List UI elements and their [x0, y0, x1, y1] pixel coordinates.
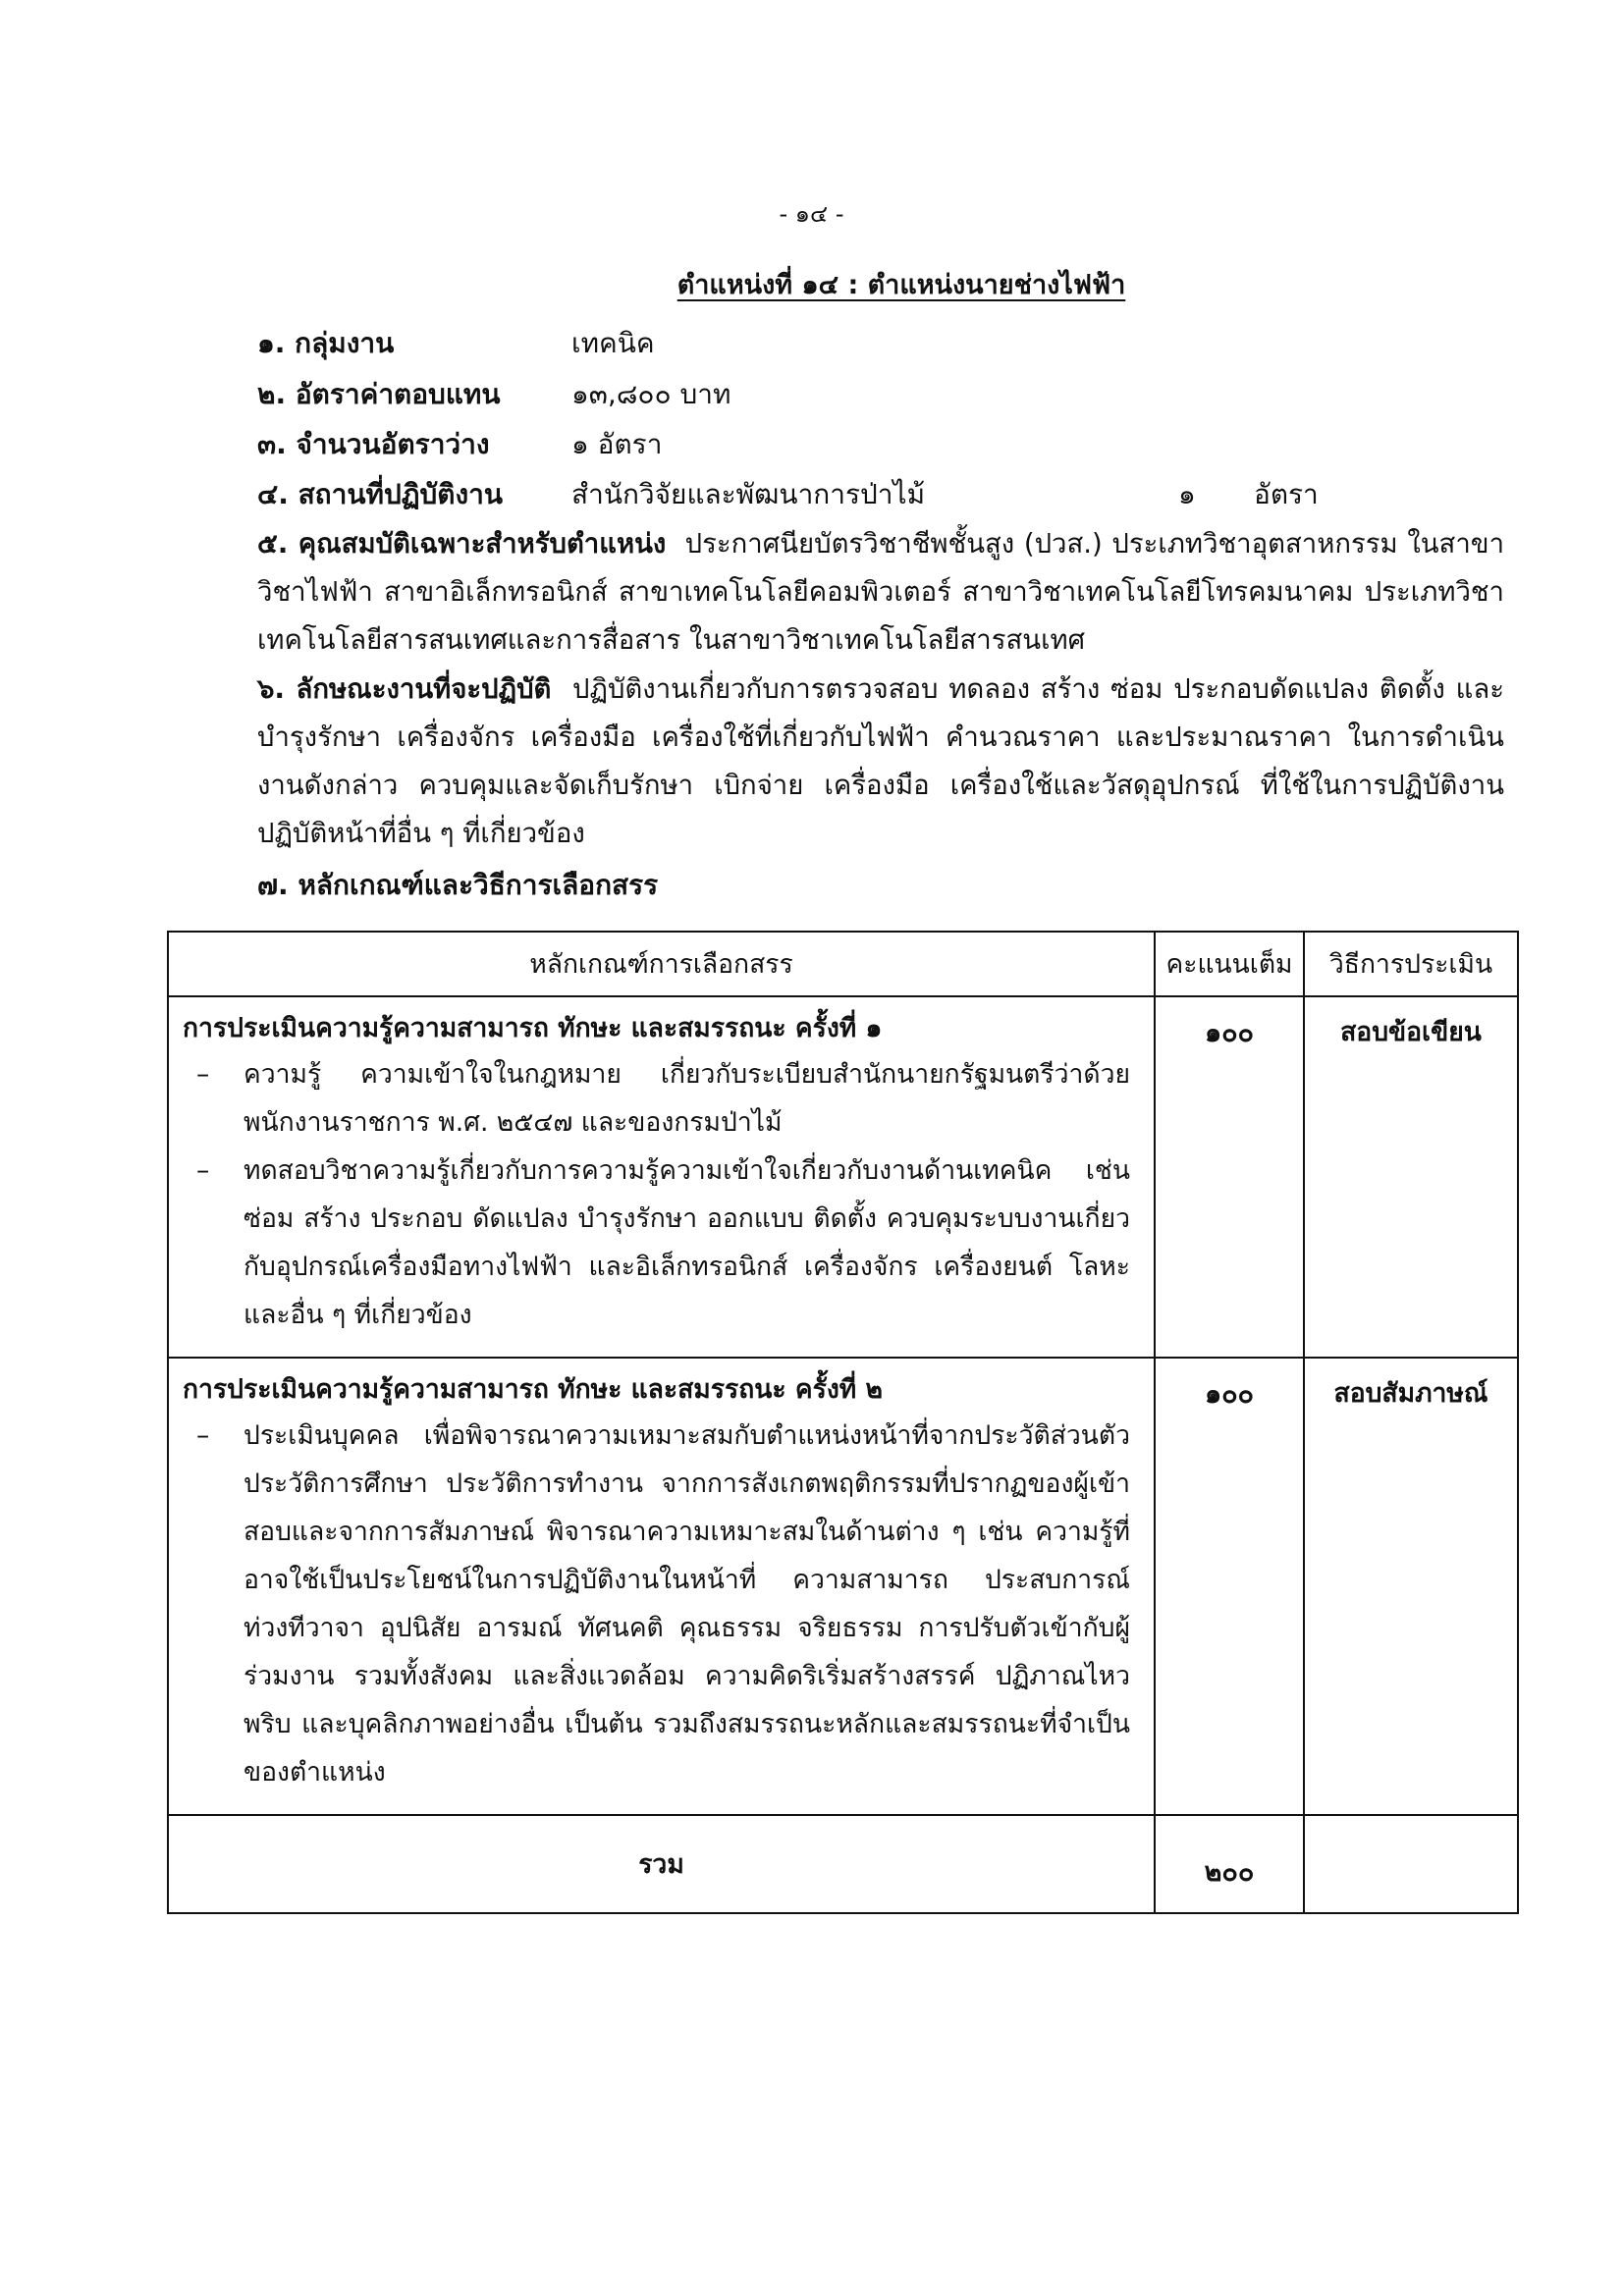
- list-item: [183, 1050, 1140, 1147]
- qualification-label: ๕. คุณสมบัติเฉพาะสำหรับตำแหน่ง: [257, 528, 667, 560]
- table-row: [168, 996, 1518, 1358]
- item-label: ๓. จำนวนอัตราว่าง: [257, 428, 490, 460]
- item-compensation: [257, 375, 500, 414]
- header-score: คะแนนเต็ม: [1155, 932, 1304, 996]
- item-work-group: [257, 324, 394, 363]
- score-cell: ๑๐๐: [1155, 996, 1304, 1358]
- item-value: ๑๓,๘๐๐ บาท: [571, 378, 731, 410]
- total-label: รวม: [168, 1815, 1155, 1913]
- item-label: ๑. กลุ่มงาน: [257, 327, 395, 359]
- page-title: ตำแหน่งที่ ๑๔ : ตำแหน่งนายช่างไฟฟ้า: [676, 270, 1126, 300]
- bullet-text: ทดสอบวิชาความรู้เกี่ยวกับการความรู้ความเข้าใจเกี่ยวกับงานด้านเทคนิค เช่น ซ่อม สร้าง ประกอบ ดัดแปลง บำรุงรักษา ออกแบบ ติดตั้ง ควบคุมระบบงานเกี่ยวกับอุปกรณ์เครื่องมือทางไฟฟ้า และอิเล็กทรอนิกส์ เครื่องจักร เครื่องยนต์ โลหะ และอื่น ๆ ที่เกี่ยวข้อง: [243, 1155, 1130, 1330]
- method-cell: สอบสัมภาษณ์: [1304, 1358, 1518, 1815]
- bullet-dash: –: [196, 1420, 210, 1451]
- criteria-heading: [257, 866, 658, 905]
- bullet-dash: –: [196, 1155, 210, 1186]
- criteria-cell: [168, 996, 1155, 1358]
- table-row: [168, 1358, 1518, 1815]
- header-criteria: หลักเกณฑ์การเลือกสรร: [168, 932, 1155, 996]
- item-label: ๔. สถานที่ปฏิบัติงาน: [257, 478, 504, 510]
- item-unit: อัตรา: [1254, 478, 1319, 510]
- item-vacancies: [257, 425, 490, 464]
- total-row: [168, 1815, 1518, 1913]
- criteria-heading-label: ๗. หลักเกณฑ์และวิธีการเลือกสรร: [257, 869, 659, 901]
- duties-text: ปฏิบัติงานเกี่ยวกับการตรวจสอบ ทดลอง สร้าง ซ่อม ประกอบดัดแปลง ติดตั้ง และบำรุงรักษา เครื่องจักร เครื่องมือ เครื่องใช้ที่เกี่ยวกับไฟฟ้า คำนวณราคา และประมาณราคา ในการดำเนินงานดังกล่าว ควบคุมและจัดเก็บรักษา เบิกจ่าย เครื่องมือ เครื่องใช้และวัสดุอุปกรณ์ ที่ใช้ในการปฏิบัติงาน ปฏิบัติหน้าที่อื่น ๆ ที่เกี่ยวข้อง: [257, 673, 1505, 849]
- bullet-dash: –: [196, 1059, 210, 1090]
- item-value: เทคนิค: [571, 327, 655, 359]
- item-label: ๒. อัตราค่าตอบแทน: [257, 378, 501, 410]
- criteria-table: [167, 931, 1519, 1914]
- bullet-text: ความรู้ ความเข้าใจในกฎหมาย เกี่ยวกับระเบียบสำนักนายกรัฐมนตรีว่าด้วยพนักงานราชการ พ.ศ. ๒๕๔๗ และของกรมป่าไม้: [243, 1059, 1130, 1138]
- duties-label: ๖. ลักษณะงานที่จะปฏิบัติ: [257, 673, 552, 705]
- item-value: ๑ อัตรา: [571, 428, 663, 460]
- section-title: การประเมินความรู้ความสามารถ ทักษะ และสมรรถนะ ครั้งที่ ๒: [183, 1374, 883, 1405]
- item-count: ๑: [1178, 478, 1196, 510]
- list-item: [183, 1147, 1140, 1339]
- bullet-text: ประเมินบุคคล เพื่อพิจารณาความเหมาะสมกับตำแหน่งหน้าที่จากประวัติส่วนตัวประวัติการศึกษา ประวัติการทำงาน จากการสังเกตพฤติกรรมที่ปรากฏของผู้เข้าสอบและจากการสัมภาษณ์ พิจารณาความเหมาะสมในด้านต่าง ๆ เช่น ความรู้ที่อาจใช้เป็นประโยชน์ในการปฏิบัติงานในหน้าที่ ความสามารถ ประสบการณ์ ท่วงทีวาจา อุปนิสัย อารมณ์ ทัศนคติ คุณธรรม จริยธรรม การปรับตัวเข้ากับผู้ร่วมงาน รวมทั้งสังคม และสิ่งแวดล้อม ความคิดริเริ่มสร้างสรรค์ ปฏิภาณไหวพริบ และบุคลิกภาพอย่างอื่น เป็นต้น รวมถึงสมรรถนะหลักและสมรรถนะที่จำเป็นของตำแหน่ง: [243, 1420, 1130, 1788]
- method-cell: สอบข้อเขียน: [1304, 996, 1518, 1358]
- duties-paragraph: [257, 666, 1504, 858]
- table-header-row: [168, 932, 1518, 996]
- total-score: ๒๐๐: [1155, 1815, 1304, 1913]
- qualification-paragraph: [257, 520, 1504, 665]
- list-item: [183, 1412, 1140, 1796]
- item-value: สำนักวิจัยและพัฒนาการป่าไม้: [571, 478, 926, 510]
- page-number: - ๑๔ -: [779, 200, 844, 228]
- qualification-text: ประกาศนียบัตรวิชาชีพชั้นสูง (ปวส.) ประเภทวิชาอุตสาหกรรม ในสาขาวิชาไฟฟ้า สาขาอิเล็กทรอนิกส์ สาขาเทคโนโลยีคอมพิวเตอร์ สาขาวิชาเทคโนโลยีโทรคมนาคม ประเภทวิชาเทคโนโลยีสารสนเทศและการสื่อสาร ในสาขาวิชาเทคโนโลยีสารสนเทศ: [257, 528, 1505, 656]
- total-method-empty: [1304, 1815, 1518, 1913]
- criteria-cell: [168, 1358, 1155, 1815]
- header-method: วิธีการประเมิน: [1304, 932, 1518, 996]
- score-cell: ๑๐๐: [1155, 1358, 1304, 1815]
- item-workplace: [257, 475, 503, 514]
- section-title: การประเมินความรู้ความสามารถ ทักษะ และสมรรถนะ ครั้งที่ ๑: [183, 1013, 883, 1043]
